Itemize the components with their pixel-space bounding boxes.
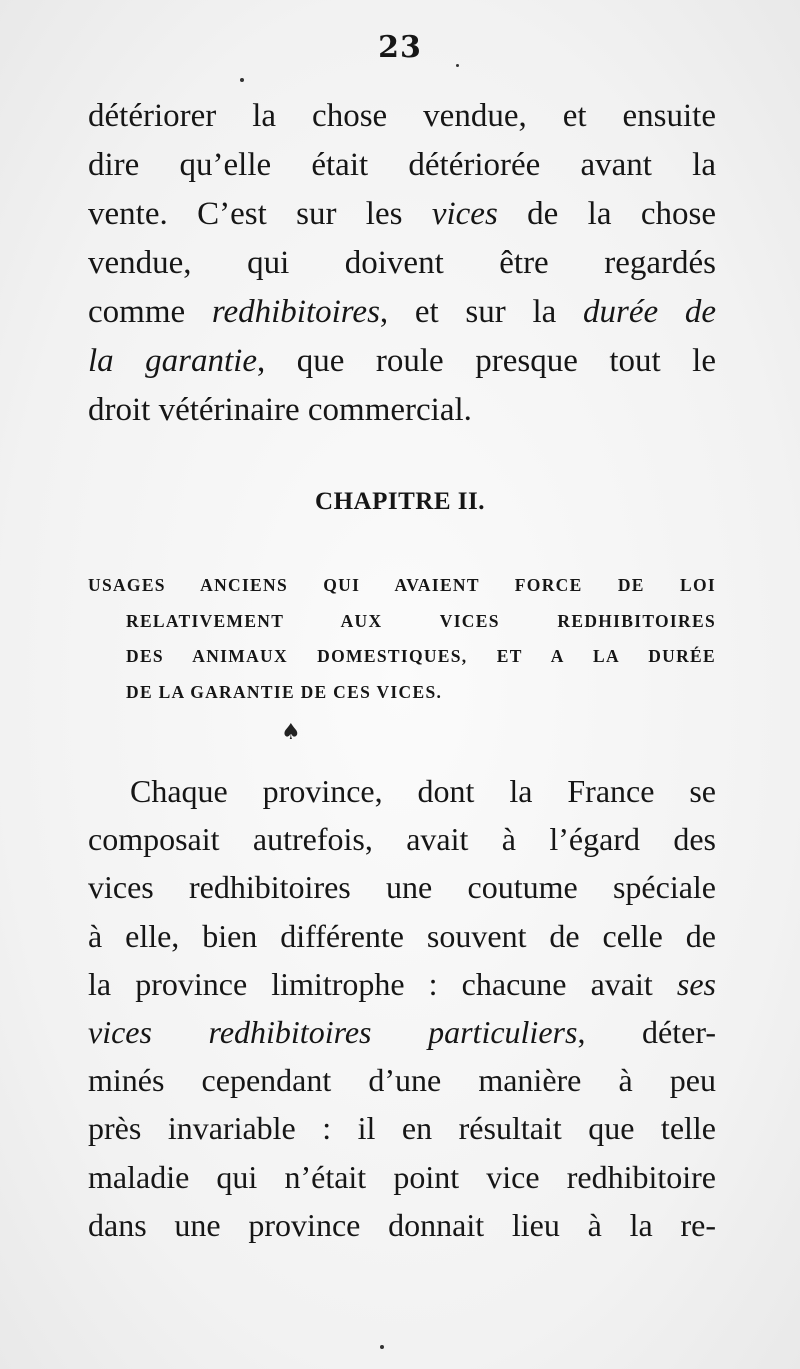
text-run: vendue, qui doivent être regardés xyxy=(88,245,716,281)
text-run: à elle, bien différente souvent de celle de xyxy=(88,917,716,954)
text-run: de la chose xyxy=(497,196,717,232)
text-line xyxy=(88,288,716,337)
text-run: vente. C’est sur les xyxy=(88,196,432,232)
heading-line: RELATIVEMENT AUX VICES REDHIBITOIRES xyxy=(126,610,716,631)
italic-phrase: la garantie xyxy=(88,343,257,379)
text-line xyxy=(88,960,716,1008)
text-line xyxy=(88,767,716,815)
text-line xyxy=(88,386,716,435)
text-line xyxy=(88,1008,716,1056)
text-run: droit vétérinaire commercial. xyxy=(88,392,472,428)
paragraph-chaque-province xyxy=(88,767,716,1249)
text-line xyxy=(88,337,716,386)
text-line xyxy=(88,239,716,288)
ink-speck xyxy=(240,78,244,82)
ink-speck xyxy=(456,64,459,67)
text-run: minés cependant d’une manière à peu xyxy=(88,1062,716,1099)
text-run: comme xyxy=(88,294,212,330)
text-run: la province limitrophe : chacune avait xyxy=(88,965,677,1002)
section-heading xyxy=(88,568,716,710)
text-run: vices redhibitoires une coutume spéciale xyxy=(88,869,716,906)
text-line xyxy=(88,912,716,960)
chapter-title: CHAPITRE II. xyxy=(315,488,485,515)
text-run: , déter- xyxy=(577,1013,717,1050)
text-line xyxy=(88,1056,716,1104)
text-line xyxy=(88,1104,716,1152)
ink-speck xyxy=(380,1345,384,1349)
paragraph-continued xyxy=(88,92,716,435)
text-run: , que roule presque tout le xyxy=(257,343,716,379)
text-line xyxy=(88,141,716,190)
text-line xyxy=(88,815,716,863)
text-line xyxy=(88,190,716,239)
italic-phrase: vices redhibitoires particuliers xyxy=(88,1013,578,1050)
text-run: détériorer la chose vendue, et ensuite xyxy=(88,98,716,134)
text-line xyxy=(88,92,716,141)
text-run: maladie qui n’était point vice redhibitoire xyxy=(88,1158,716,1195)
text-run: composait autrefois, avait à l’égard des xyxy=(88,821,716,858)
text-line xyxy=(88,1153,716,1201)
italic-phrase: durée de xyxy=(582,294,716,330)
text-run: près invariable : il en résultait que telle xyxy=(88,1110,716,1147)
fleuron-icon: ♠ xyxy=(281,720,301,745)
italic-phrase: vices xyxy=(431,196,498,232)
text-run: dire qu’elle était détériorée avant la xyxy=(88,147,716,183)
heading-line: USAGES ANCIENS QUI AVAIENT FORCE DE LOI xyxy=(88,575,716,595)
heading-line: DES ANIMAUX DOMESTIQUES, ET A LA DURÉE xyxy=(126,646,716,666)
page-number: 23 xyxy=(378,30,422,65)
text-run: , et sur la xyxy=(379,294,583,330)
text-line xyxy=(88,863,716,911)
text-run: Chaque province, dont la France se xyxy=(130,773,716,809)
text-line xyxy=(88,1201,716,1249)
italic-phrase: redhibitoires xyxy=(211,294,380,330)
text-run: dans une province donnait lieu à la re- xyxy=(88,1206,716,1243)
italic-phrase: ses xyxy=(676,965,716,1002)
heading-line: DE LA GARANTIE DE CES VICES. xyxy=(126,681,443,702)
